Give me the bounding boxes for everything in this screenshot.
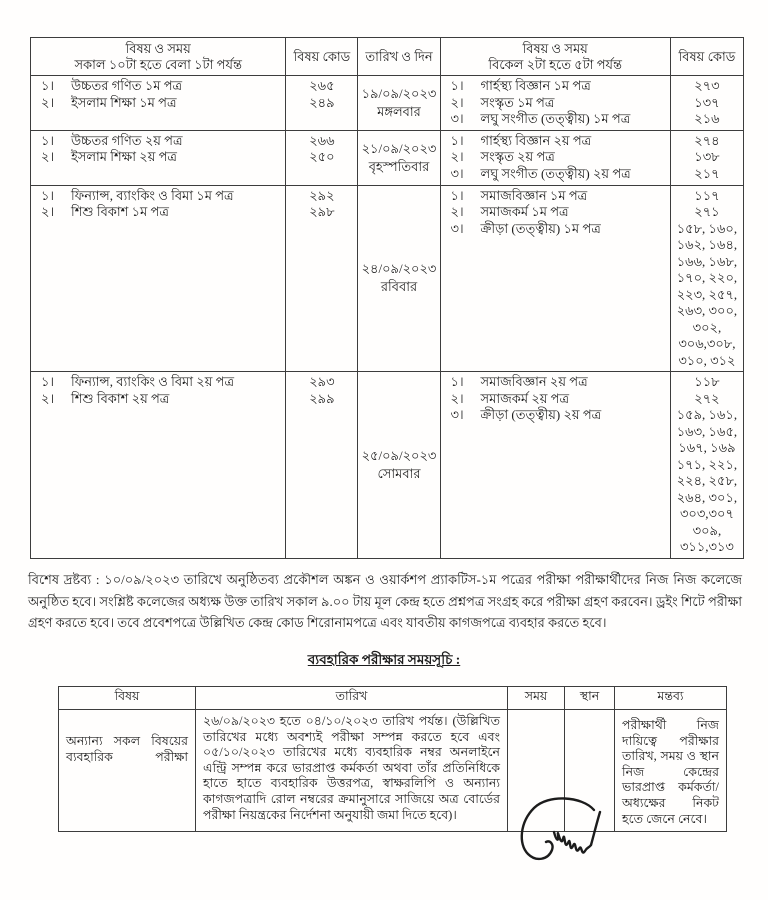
header-morning-subject — [31, 38, 286, 76]
date-cell — [358, 185, 440, 372]
exam-day: মঙ্গলবার — [377, 103, 421, 119]
subject-line — [31, 78, 285, 95]
subject-line — [441, 149, 670, 166]
subject-name: ক্রীড়া (তত্ত্বীয়) ২য় পত্র — [480, 407, 602, 422]
practical-subject-cell: অন্যান্য সকল বিষয়ের ব্যবহারিক পরীক্ষা — [59, 710, 196, 832]
subject-number: ৩। — [450, 165, 464, 181]
exam-date: ১৯/০৯/২০২৩ — [361, 85, 437, 101]
subject-line — [441, 221, 670, 238]
subject-name: সংস্কৃত ২য় পত্র — [480, 149, 555, 164]
subject-line — [31, 149, 285, 166]
subject-number: ১। — [450, 132, 464, 148]
subject-code: ৩১০, ৩১২ — [678, 352, 736, 368]
header-morning-sub: সকাল ১০টা হতে বেলা ১টা পর্যন্ত — [74, 57, 242, 72]
subject-name: শিশু বিকাশ ২য় পত্র — [71, 390, 170, 406]
subject-number: ২। — [450, 390, 464, 406]
subject-line — [31, 95, 285, 112]
subject-number: ২। — [41, 149, 55, 164]
subject-line — [441, 391, 670, 408]
subject-name: গার্হস্থ্য বিজ্ঞান ২য় পত্র — [480, 132, 592, 148]
subject-code: ১৭১, ২২১, — [676, 456, 738, 472]
subject-number: ১। — [450, 78, 464, 93]
subject-name: লঘু সংগীত (তত্ত্বীয়) ১ম পত্র — [480, 111, 631, 126]
morning-codes-cell — [286, 185, 358, 372]
subject-code: ২৬৬ — [309, 132, 335, 148]
exam-day: বৃহস্পতিবার — [368, 158, 430, 174]
subject-code: ৩১১,৩১৩ — [679, 539, 734, 554]
exam-day: রবিবার — [380, 279, 418, 295]
morning-codes-cell — [286, 76, 358, 131]
subject-code: ২২৪, ২৫৮, — [676, 473, 738, 488]
subject-code: ১৫৯, ১৬১, — [676, 407, 738, 422]
subject-code: ১৬২, ১৬৪, — [676, 237, 738, 252]
exam-table-row — [31, 372, 744, 559]
subject-code: ২৭৩ — [694, 78, 720, 93]
subject-number: ৩। — [450, 220, 464, 236]
exam-date: ২৪/০৯/২০২৩ — [361, 261, 437, 277]
afternoon-subjects-cell — [440, 185, 670, 372]
subject-line — [31, 391, 285, 408]
subject-code: ১৬৩, ১৬৫, — [676, 423, 738, 439]
subject-code: ১৬৬, ১৬৮, — [676, 253, 738, 269]
subject-code: ২৭১ — [694, 204, 720, 219]
header-afternoon-title: বিষয় ও সময় — [522, 41, 588, 56]
morning-subjects-cell — [31, 130, 286, 185]
date-cell — [358, 130, 440, 185]
subject-name: সমাজবিজ্ঞান ২য় পত্র — [480, 374, 588, 389]
subject-name: সমাজকর্ম ১ম পত্র — [480, 204, 569, 219]
practical-date-cell: ২৬/০৯/২০২৩ হতে ০৪/১০/২০২৩ তারিখ পর্যন্ত। (উল্লিখিত তারিখের মধ্যে অবশ্যই পরীক্ষা সম্পন্ন করতে হবে এবং ০৫/১০/২০২৩ তারিখের মধ্যে ব্যবহারিক নম্বর অনলাইনে এন্ট্রি সম্পন্ন করে ভারপ্রাপ্ত কর্মকর্তা অথবা তাঁর প্রতিনিধিকে হাতে হাতে ব্যবহারিক উত্তরপত্র, স্বাক্ষরলিপি ও অন্যান্য কাগজপত্রাদি রোল নম্বরের ক্রমানুসারে সাজিয়ে অত্র বোর্ডের পরীক্ষা নিয়ন্ত্রকের নির্দেশনা অনুযায়ী জমা দিতে হবে)। — [196, 710, 508, 832]
practical-header-place: স্থান — [565, 687, 615, 710]
exam-day: সোমবার — [377, 465, 421, 481]
subject-code: ১৫৮, ১৬০, — [676, 220, 738, 236]
subject-line — [441, 95, 670, 112]
afternoon-subjects-cell — [440, 372, 670, 559]
subject-code: ২২৩, ২৫৭, — [676, 286, 738, 302]
practical-header-subject: বিষয় — [59, 687, 196, 710]
signature-scribble — [512, 796, 630, 874]
morning-codes-cell — [286, 372, 358, 559]
subject-number: ২। — [41, 204, 55, 219]
subject-code: ৩০৬,৩০৮, — [678, 336, 736, 351]
afternoon-subjects-cell — [440, 76, 670, 131]
exam-date: ২৫/০৯/২০২৩ — [361, 447, 437, 463]
subject-name: ফিন্যান্স, ব্যাংকিং ও বিমা ২য় পত্র — [71, 374, 235, 389]
subject-line — [441, 111, 670, 128]
special-note: বিশেষ দ্রষ্টব্য : ১০/০৯/২০২৩ তারিখে অনুষ্ঠিতব্য প্রকৌশল অঙ্কন ও ওয়ার্কশপ প্র্যাকটিস-১ম পত্রের পরীক্ষা পরীক্ষার্থীদের নিজ নিজ কলেজে অনুষ্ঠিত হবে। সংশ্লিষ্ট কলেজের অধ্যক্ষ উক্ত তারিখ সকাল ৯.০০ টায় মূল কেন্দ্র হতে প্রশ্নপত্র সংগ্রহ করে পরীক্ষা গ্রহণ করবেন। ড্রইং শিটে পরীক্ষা গ্রহণ করতে হবে। তবে প্রবেশপত্রে উল্লিখিত কেন্দ্র কোড শিরোনামপত্রে এবং যাবতীয় কাগজপত্রে ব্যবহার করতে হবে। — [28, 572, 742, 630]
morning-subjects-cell — [31, 372, 286, 559]
signature-icon — [512, 796, 630, 874]
subject-line — [441, 407, 670, 424]
subject-code: ১১৭ — [694, 187, 720, 203]
subject-code: ১৩৮ — [694, 149, 720, 164]
subject-name: গার্হস্থ্য বিজ্ঞান ১ম পত্র — [480, 78, 591, 93]
subject-code: ২৭৪ — [694, 132, 720, 148]
exam-table-row — [31, 130, 744, 185]
subject-name: সমাজবিজ্ঞান ১ম পত্র — [480, 187, 588, 203]
subject-number: ২। — [41, 390, 55, 406]
subject-code: ১৭০, ২২০, — [676, 270, 738, 285]
subject-number: ২। — [450, 94, 464, 110]
subject-code: ১১৮ — [694, 374, 720, 389]
subject-code: ২৪৯ — [309, 94, 335, 110]
subject-code: ২৬৩, ৩০০, — [676, 303, 738, 318]
subject-name: উচ্চতর গণিত ১ম পত্র — [71, 78, 183, 93]
subject-line — [441, 204, 670, 221]
afternoon-codes-cell — [670, 76, 743, 131]
subject-code: ৩০৯, — [692, 522, 722, 538]
subject-line — [441, 133, 670, 150]
practical-comment-cell: পরীক্ষার্থী নিজ দায়িত্বে পরীক্ষার তারিখ, সময় ও স্থান নিজ কেন্দ্রের ভারপ্রাপ্ত কর্মকর্তা/অধ্যক্ষের নিকট হতে জেনে নেবে। — [615, 710, 727, 832]
subject-line — [441, 188, 670, 205]
afternoon-subjects-cell — [440, 130, 670, 185]
subject-code: ৩০৩,৩০৭ — [679, 506, 734, 521]
exam-table-header-row — [31, 38, 744, 76]
header-afternoon-sub: বিকেল ২টা হতে ৫টা পর্যন্ত — [488, 57, 623, 72]
subject-code: ১৬৭, ১৬৯ — [678, 440, 736, 455]
afternoon-codes-cell — [670, 372, 743, 559]
practical-table-header-row — [59, 687, 727, 710]
morning-subjects-cell — [31, 76, 286, 131]
subject-code: ২৫০ — [309, 149, 335, 164]
exam-table-row — [31, 76, 744, 131]
header-afternoon-code: বিষয় কোড — [670, 38, 743, 76]
subject-code: ২৯৩ — [309, 374, 335, 389]
subject-number: ১। — [450, 374, 464, 389]
afternoon-codes-cell — [670, 130, 743, 185]
header-morning-title: বিষয় ও সময় — [125, 41, 191, 56]
subject-line — [31, 188, 285, 205]
subject-number: ১। — [41, 187, 55, 203]
subject-name: উচ্চতর গণিত ২য় পত্র — [71, 132, 183, 148]
subject-name: শিশু বিকাশ ১ম পত্র — [71, 204, 169, 219]
subject-code: ২৬৫ — [309, 78, 335, 93]
subject-number: ১। — [41, 132, 55, 148]
subject-code: ২৬৪, ৩০১, — [676, 489, 738, 505]
date-cell — [358, 372, 440, 559]
header-afternoon-subject — [440, 38, 670, 76]
subject-line — [441, 374, 670, 391]
subject-name: ফিন্যান্স, ব্যাংকিং ও বিমা ১ম পত্র — [71, 187, 234, 203]
subject-code: ১৩৭ — [694, 94, 720, 110]
subject-name: সংস্কৃত ১ম পত্র — [480, 94, 555, 110]
exam-table-body — [31, 76, 744, 559]
morning-codes-cell — [286, 130, 358, 185]
subject-code: ২৭২ — [694, 390, 720, 406]
subject-number: ১। — [41, 374, 55, 389]
exam-date: ২১/০৯/২০২৩ — [361, 140, 437, 156]
subject-line — [31, 133, 285, 150]
subject-name: লঘু সংগীত (তত্ত্বীয়) ২য় পত্র — [480, 165, 631, 181]
subject-code: ৩০২, — [692, 319, 722, 335]
subject-line — [441, 166, 670, 183]
subject-code: ২৯২ — [309, 187, 335, 203]
subject-code: ২৯৮ — [309, 204, 335, 219]
subject-code: ২১৬ — [694, 111, 720, 126]
subject-code: ২৯৯ — [309, 390, 335, 406]
date-cell — [358, 76, 440, 131]
subject-name: ইসলাম শিক্ষা ২য় পত্র — [71, 149, 177, 164]
afternoon-codes-cell — [670, 185, 743, 372]
subject-line — [441, 78, 670, 95]
subject-number: ১। — [41, 78, 55, 93]
header-date-day: তারিখ ও দিন — [358, 38, 440, 76]
morning-subjects-cell — [31, 185, 286, 372]
header-morning-code: বিষয় কোড — [286, 38, 358, 76]
subject-number: ১। — [450, 187, 464, 203]
subject-number: ৩। — [450, 111, 464, 126]
practical-header-comment: মন্তব্য — [615, 687, 727, 710]
subject-name: ক্রীড়া (তত্ত্বীয়) ১ম পত্র — [480, 220, 601, 236]
exam-schedule-table — [30, 37, 744, 559]
subject-number: ২। — [41, 94, 55, 110]
subject-number: ২। — [450, 204, 464, 219]
subject-code: ২১৭ — [694, 165, 720, 181]
practical-header-date: তারিখ — [196, 687, 508, 710]
subject-line — [31, 204, 285, 221]
subject-name: সমাজকর্ম ২য় পত্র — [480, 390, 570, 406]
subject-number: ৩। — [450, 407, 464, 422]
practical-section-title: ব্যবহারিক পরীক্ষার সময়সূচি : — [307, 652, 461, 667]
exam-table-row — [31, 185, 744, 372]
subject-name: ইসলাম শিক্ষা ১ম পত্র — [71, 94, 177, 110]
practical-header-time: সময় — [508, 687, 565, 710]
subject-number: ২। — [450, 149, 464, 164]
subject-line — [31, 374, 285, 391]
